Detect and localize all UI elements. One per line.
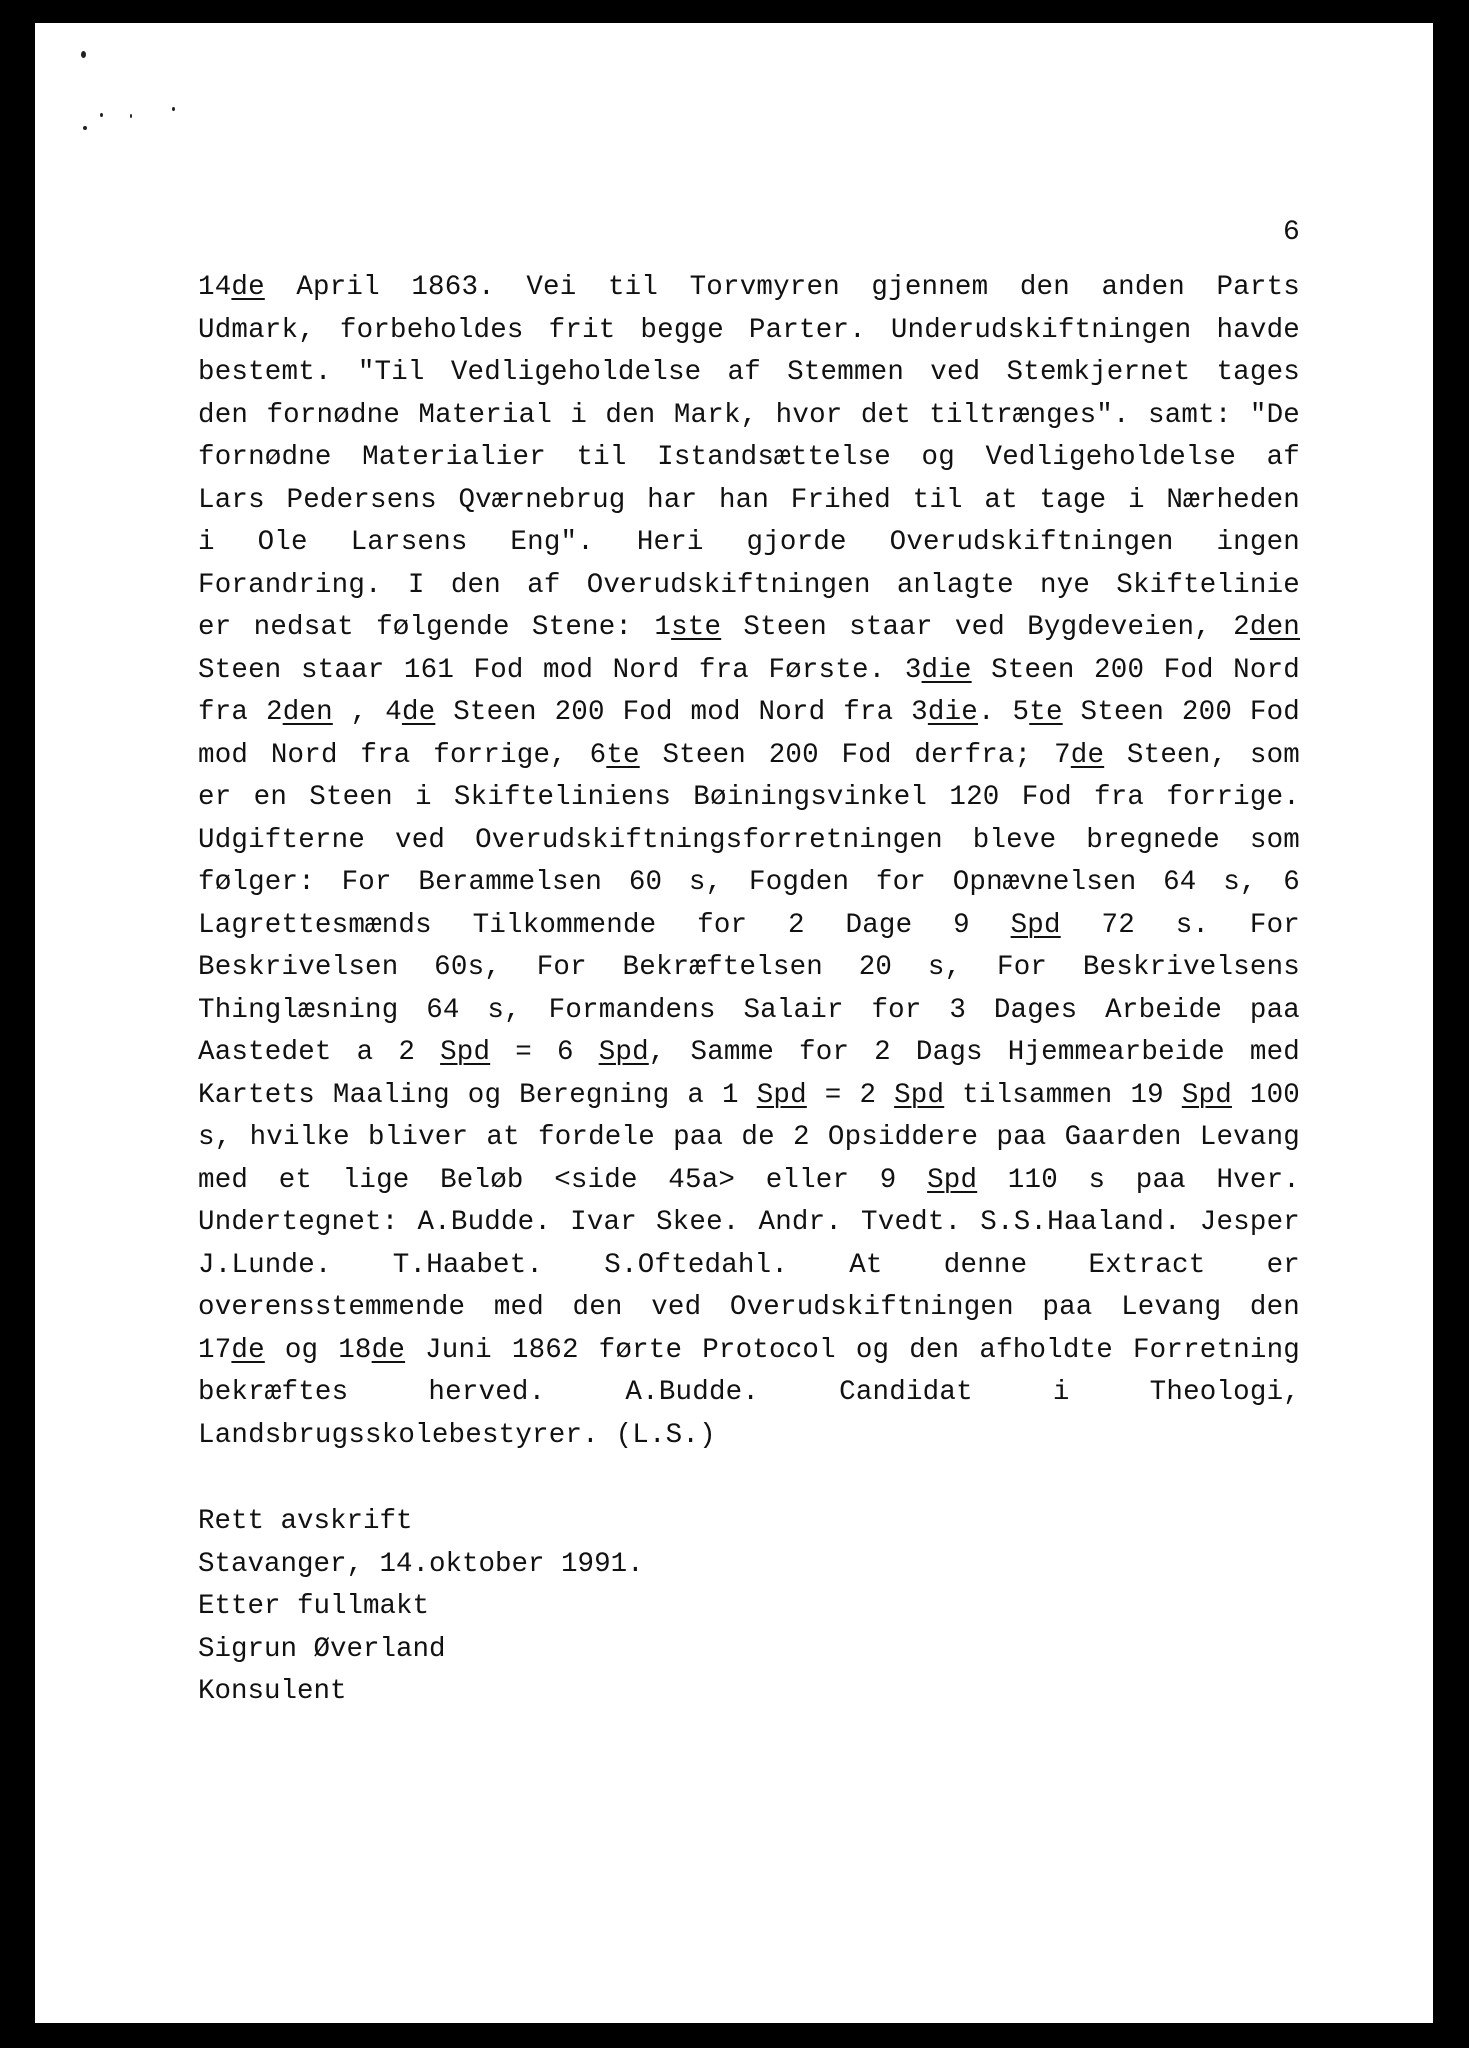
signatory-name: Sigrun Øverland <box>198 1633 446 1665</box>
text-line <box>198 522 1300 565</box>
text-segment: følger: For Berammelsen 60 s, Fogden for Opnævnelsen 64 s, 6 <box>198 867 1300 898</box>
text-segment: tilsammen 19 <box>944 1079 1182 1111</box>
text-segment: fornødne Materialier til Istandsættelse og Vedligeholdelse af <box>198 442 1300 473</box>
text-line <box>198 607 1300 650</box>
text-line <box>198 947 1300 990</box>
superscript-ordinal: die <box>921 654 972 686</box>
superscript-ordinal: Spd <box>894 1079 945 1111</box>
certification-block <box>198 1501 644 1714</box>
text-segment: med et lige Beløb <side 45a> eller 9 <box>198 1164 928 1196</box>
text-segment: bekræftes herved. A.Budde. Candidat i Theologi, <box>198 1377 1300 1408</box>
text-segment: Udgifterne ved Overudskiftningsforretningen bleve bregnede som <box>198 824 1300 856</box>
text-segment: og 18 <box>264 1334 372 1366</box>
superscript-ordinal: Spd <box>1181 1079 1232 1111</box>
superscript-ordinal: Spd <box>756 1079 807 1111</box>
text-segment: fra 2 <box>198 697 283 728</box>
page-number: 6 <box>1283 217 1300 248</box>
text-segment: Steen, som <box>1104 739 1300 771</box>
text-segment: Lars Pedersens Qværnebrug har han Frihed til at tage i Nærheden <box>198 484 1300 516</box>
scan-speck <box>100 113 103 117</box>
text-segment: . 5 <box>977 697 1030 728</box>
transcript-body <box>198 267 1300 1457</box>
scan-speck <box>172 107 175 111</box>
text-segment: 100 <box>1231 1079 1300 1111</box>
text-line <box>198 267 1300 310</box>
text-segment: Thinglæsning 64 s, Formandens Salair for 3 Dages Arbeide paa <box>198 994 1300 1026</box>
certification-line: Rett avskrift <box>198 1506 413 1537</box>
text-segment: Landsbrugsskolebestyrer. (L.S.) <box>198 1419 716 1451</box>
scan-speck <box>130 114 132 118</box>
text-line <box>198 1075 1300 1118</box>
text-segment: Steen 200 Fod Nord <box>971 654 1300 686</box>
text-segment: Steen 200 Fod <box>1062 697 1300 728</box>
superscript-ordinal: die <box>927 697 978 728</box>
text-segment: , 4 <box>332 697 402 728</box>
text-segment: Steen staar 161 Fod mod Nord fra Første. 3 <box>198 654 922 686</box>
text-segment: er en Steen i Skifteliniens Bøiningsvinkel 120 Fod fra forrige. <box>198 782 1300 813</box>
text-line <box>198 905 1300 948</box>
text-segment: er nedsat følgende Stene: 1 <box>198 612 672 643</box>
text-segment: = 6 <box>490 1037 599 1068</box>
text-line <box>198 1372 1300 1415</box>
superscript-ordinal: te <box>606 739 640 771</box>
text-segment: 14 <box>198 272 232 303</box>
text-line <box>198 735 1300 778</box>
text-line <box>198 862 1300 905</box>
superscript-ordinal: de <box>231 272 265 303</box>
document-page <box>35 23 1433 2023</box>
text-segment: Kartets Maaling og Beregning a 1 <box>198 1079 757 1111</box>
superscript-ordinal: de <box>401 697 436 728</box>
text-line <box>198 1160 1300 1203</box>
text-segment: 17 <box>198 1334 232 1366</box>
text-segment: 72 s. For <box>1060 909 1300 941</box>
text-segment: April 1863. Vei til Torvmyren gjennem den anden Parts <box>264 272 1300 303</box>
superscript-ordinal: Spd <box>927 1164 978 1196</box>
text-line <box>198 1032 1300 1075</box>
text-segment: J.Lunde. T.Haabet. S.Oftedahl. At denne Extract er <box>198 1249 1300 1281</box>
text-segment: Aastedet a 2 <box>198 1037 441 1068</box>
superscript-ordinal: de <box>231 1334 265 1366</box>
text-line <box>198 777 1300 820</box>
text-segment: 110 s paa Hver. <box>977 1164 1300 1196</box>
signatory-title: Konsulent <box>198 1676 347 1707</box>
text-line <box>198 990 1300 1033</box>
text-line <box>198 692 1300 735</box>
text-segment: mod Nord fra forrige, 6 <box>198 739 607 771</box>
text-segment: s, hvilke bliver at fordele paa de 2 Opsiddere paa Gaarden Levang <box>198 1122 1300 1153</box>
text-line <box>198 480 1300 523</box>
text-line <box>198 1415 1300 1458</box>
text-segment: Steen staar ved Bygdeveien, 2 <box>721 612 1250 643</box>
scan-speck <box>83 126 87 130</box>
text-segment: overensstemmende med den ved Overudskiftningen paa Levang den <box>198 1292 1300 1323</box>
text-line <box>198 310 1300 353</box>
text-segment: Steen 200 Fod mod Nord fra 3 <box>435 697 928 728</box>
text-line <box>198 650 1300 693</box>
authority-line: Etter fullmakt <box>198 1591 430 1622</box>
text-line <box>198 1330 1300 1373</box>
superscript-ordinal: de <box>1070 739 1105 771</box>
text-segment: Lagrettesmænds Tilkommende for 2 Dage 9 <box>198 909 1011 941</box>
text-line <box>198 1245 1300 1288</box>
place-date-line: Stavanger, 14.oktober 1991. <box>198 1548 644 1580</box>
text-segment: Beskrivelsen 60s, For Bekræftelsen 20 s, For Beskrivelsens <box>198 952 1300 983</box>
text-segment: Juni 1862 førte Protocol og den afholdte Forretning <box>405 1334 1300 1366</box>
text-line <box>198 352 1300 395</box>
text-line <box>198 565 1300 608</box>
scan-speck <box>81 51 86 58</box>
superscript-ordinal: de <box>371 1334 406 1366</box>
text-line <box>198 820 1300 863</box>
text-line <box>198 1287 1300 1330</box>
text-segment: Undertegnet: A.Budde. Ivar Skee. Andr. Tvedt. S.S.Haaland. Jesper <box>198 1207 1300 1238</box>
text-line <box>198 1117 1300 1160</box>
text-segment: bestemt. "Til Vedligeholdelse af Stemmen ved Stemkjernet tages <box>198 357 1300 388</box>
superscript-ordinal: Spd <box>1010 909 1061 941</box>
text-line <box>198 437 1300 480</box>
superscript-ordinal: den <box>282 697 333 728</box>
text-segment: Udmark, forbeholdes frit begge Parter. Underudskiftningen havde <box>198 314 1300 346</box>
superscript-ordinal: den <box>1249 612 1300 643</box>
text-line <box>198 1202 1300 1245</box>
text-line <box>198 395 1300 438</box>
superscript-ordinal: Spd <box>440 1037 491 1068</box>
text-segment: den fornødne Material i den Mark, hvor det tiltrænges". samt: "De <box>198 399 1300 431</box>
text-segment: Steen 200 Fod derfra; 7 <box>639 739 1071 771</box>
superscript-ordinal: te <box>1029 697 1063 728</box>
superscript-ordinal: ste <box>671 612 722 643</box>
text-segment: i Ole Larsens Eng". Heri gjorde Overudskiftningen ingen <box>198 527 1300 558</box>
text-segment: Forandring. I den af Overudskiftningen anlagte nye Skiftelinie <box>198 569 1300 601</box>
text-segment: , Samme for 2 Dags Hjemmearbeide med <box>648 1037 1300 1068</box>
superscript-ordinal: Spd <box>598 1037 649 1068</box>
text-segment: = 2 <box>806 1079 895 1111</box>
